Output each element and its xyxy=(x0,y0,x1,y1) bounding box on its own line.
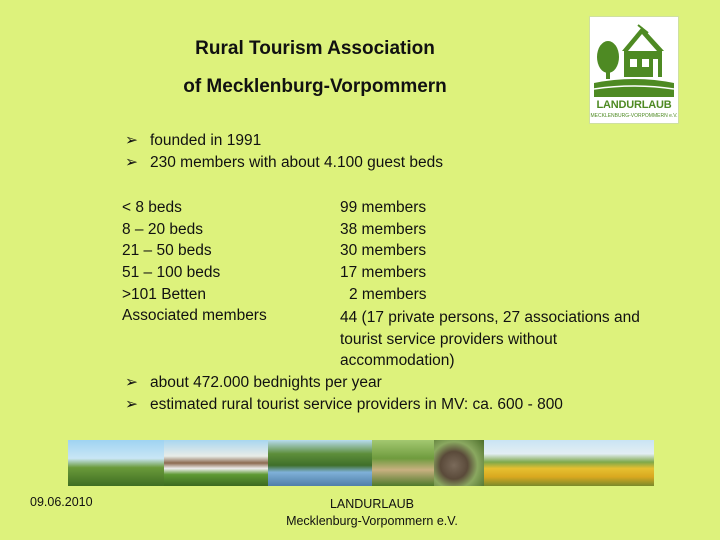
arrow-bullet-icon: ➢ xyxy=(125,132,138,149)
footer-org-line-2: Mecklenburg-Vorpommern e.V. xyxy=(286,514,458,528)
bullet-text: about 472.000 bednights per year xyxy=(150,374,382,391)
footer-date: 09.06.2010 xyxy=(30,495,93,509)
photo-canal xyxy=(268,440,372,486)
bullet-text: founded in 1991 xyxy=(150,132,262,149)
landurlaub-logo xyxy=(589,16,679,124)
photo-countryside xyxy=(68,440,164,486)
photo-farmhouse xyxy=(164,440,268,486)
farmhouse-icon xyxy=(594,21,674,97)
bullet-text: estimated rural tourist service providers in MV: ca. 600 - 800 xyxy=(150,396,563,413)
arrow-bullet-icon: ➢ xyxy=(125,154,138,171)
bed-row-value: 17 members xyxy=(340,264,427,281)
bullet-founded xyxy=(125,131,261,150)
arrow-bullet-icon: ➢ xyxy=(125,396,138,413)
title-line-1: Rural Tourism Association xyxy=(195,38,435,59)
bed-row-value: 99 members xyxy=(340,199,427,216)
arrow-bullet-icon: ➢ xyxy=(125,374,138,391)
logo-wordmark: LANDURLAUB xyxy=(596,99,672,111)
bed-row-label: >101 Betten xyxy=(122,286,207,303)
bed-row-label: < 8 beds xyxy=(122,199,182,216)
footer-org-line-1: LANDURLAUB xyxy=(329,497,415,511)
bullet-bednights xyxy=(125,373,382,392)
photo-cat xyxy=(434,440,484,486)
bed-row-value: 30 members xyxy=(340,242,427,259)
bullet-text: 230 members with about 4.100 guest beds xyxy=(150,154,443,171)
associated-members-value: 44 (17 private persons, 27 associations and tourist service providers without accommodation) xyxy=(340,309,640,369)
bed-row-label: 8 – 20 beds xyxy=(122,221,204,238)
photo-sunflowers xyxy=(484,440,654,486)
bullet-members xyxy=(125,153,443,172)
bed-row-value: 38 members xyxy=(340,221,427,238)
photo-meadow-cows xyxy=(372,440,434,486)
logo-subtitle: MECKLENBURG-VORPOMMERN e.V. xyxy=(590,113,678,119)
bed-row-label: 51 – 100 beds xyxy=(122,264,221,281)
bed-row-label: 21 – 50 beds xyxy=(122,242,212,259)
bed-row-label: Associated members xyxy=(122,307,267,324)
photo-strip xyxy=(68,440,654,486)
bed-row-value: 2 members xyxy=(349,286,427,303)
footer-organization xyxy=(0,496,720,530)
bullet-providers xyxy=(125,395,563,414)
title-line-2: of Mecklenburg-Vorpommern xyxy=(183,76,447,97)
